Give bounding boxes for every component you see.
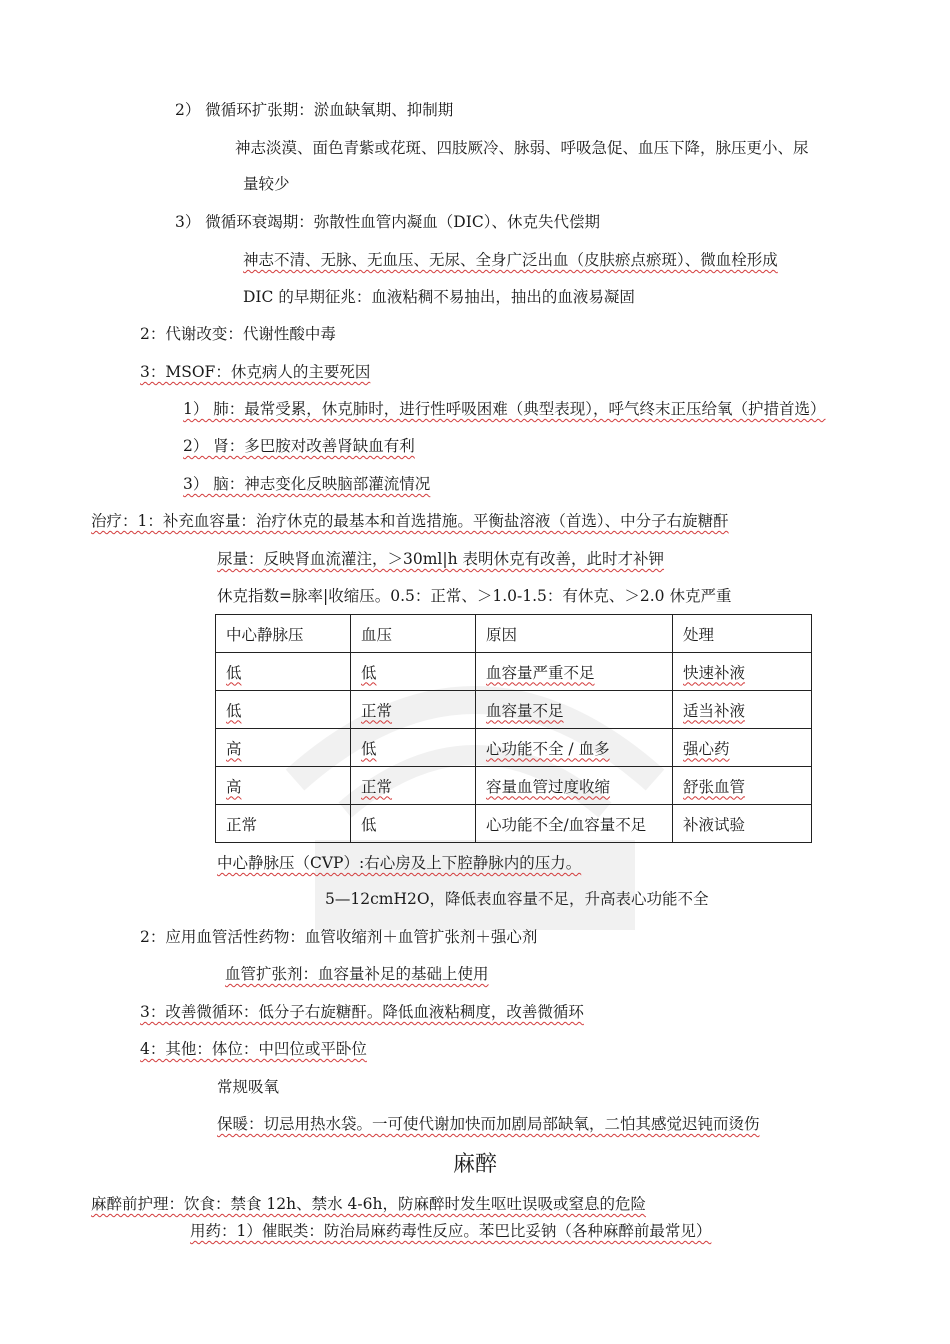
- header-treatment: 处理: [673, 615, 812, 653]
- urine-output: 尿量：反映肾血流灌注，＞30ml|h 表明休克有改善，此时才补钾: [217, 550, 665, 568]
- cell-bp: 低: [351, 653, 476, 691]
- cell-treatment: 快速补液: [673, 653, 812, 691]
- msof-lung: 1） 肺：最常受累，休克肺时，进行性呼吸困难（典型表现），呼气终末正压给氧（护措首选）: [183, 400, 826, 418]
- table-row: [216, 767, 812, 805]
- cell-treatment: 补液试验: [673, 805, 812, 843]
- metabolic-change: 2：代谢改变：代谢性酸中毒: [140, 325, 336, 343]
- cell-cvp: 正常: [216, 805, 351, 843]
- cell-cvp: 高: [216, 767, 351, 805]
- cvp-range: 5—12cmH2O，降低表血容量不足，升高表心功能不全: [325, 890, 709, 908]
- stage2-desc-line1: 神志淡漠、面色青紫或花斑、四肢厥冷、脉弱、呼吸急促、血压下降，脉压更小、尿: [235, 139, 809, 157]
- header-cause: 原因: [476, 615, 673, 653]
- treatment-4: 4：其他：体位：中凹位或平卧位: [140, 1040, 367, 1058]
- table-row: [216, 805, 812, 843]
- dic-early-sign: [243, 286, 635, 308]
- keep-warm: 保暖：切忌用热水袋。一可使代谢加快而加剧局部缺氧，二怕其感觉迟钝而烫伤: [217, 1115, 760, 1133]
- cell-cause: 容量血管过度收缩: [476, 767, 673, 805]
- msof-kidney: 2） 肾：多巴胺对改善肾缺血有利: [183, 437, 415, 455]
- treatment-3: 3：改善微循环：低分子右旋糖酐。降低血液粘稠度，改善微循环: [140, 1003, 584, 1021]
- section-heading-anesthesia: 麻醉: [452, 1152, 497, 1177]
- stage2-title: 2） 微循环扩张期：淤血缺氧期、抑制期: [175, 101, 454, 119]
- cell-treatment: 强心药: [673, 729, 812, 767]
- header-cvp: 中心静脉压: [216, 615, 351, 653]
- cell-cvp: 高: [216, 729, 351, 767]
- cvp-table: [215, 614, 812, 843]
- table-row: [216, 653, 812, 691]
- vasodilator-note: 血管扩张剂：血容量补足的基础上使用: [225, 965, 489, 983]
- shock-index: 休克指数=脉率|收缩压。0.5：正常、＞1.0-1.5：有休克、＞2.0 休克严重: [217, 587, 732, 605]
- cell-bp: 正常: [351, 767, 476, 805]
- msof-brain: 3） 脑：神志变化反映脑部灌流情况: [183, 475, 431, 493]
- cell-cause: 血容量不足: [476, 691, 673, 729]
- stage3-desc: 神志不清、无脉、无血压、无尿、全身广泛出血（皮肤瘀点瘀斑）、微血栓形成: [243, 251, 778, 269]
- stage3-title: 3） 微循环衰竭期：弥散性血管内凝血（DIC）、休克失代偿期: [175, 213, 600, 231]
- cell-bp: 低: [351, 805, 476, 843]
- dic-early-sign-text: DIC 的早期征兆：血液粘稠不易抽出，抽出的血液易凝固: [243, 288, 635, 306]
- cell-cause: 血容量严重不足: [476, 653, 673, 691]
- cell-cause: 心功能不全 / 血多: [476, 729, 673, 767]
- cell-cause: 心功能不全/血容量不足: [476, 805, 673, 843]
- msof-title: 3：MSOF：休克病人的主要死因: [140, 363, 371, 381]
- pre-anesthesia-care: 麻醉前护理：饮食：禁食 12h、禁水 4-6h，防麻醉时发生呕吐误吸或窒息的危险: [91, 1195, 647, 1213]
- cell-bp: 低: [351, 729, 476, 767]
- cell-bp: 正常: [351, 691, 476, 729]
- cell-cvp: 低: [216, 653, 351, 691]
- table-row: [216, 729, 812, 767]
- cell-treatment: 适当补液: [673, 691, 812, 729]
- cell-treatment: 舒张血管: [673, 767, 812, 805]
- header-bp: 血压: [351, 615, 476, 653]
- stage2-desc-line2: 量较少: [243, 175, 290, 193]
- cvp-definition: 中心静脉压（CVP）:右心房及上下腔静脉内的压力。: [217, 854, 582, 872]
- table-row: [216, 691, 812, 729]
- oxygen: 常规吸氧: [217, 1078, 280, 1096]
- treatment-1: 治疗：1：补充血容量：治疗休克的最基本和首选措施。平衡盐溶液（首选）、中分子右旋糖酐: [91, 512, 729, 530]
- table-header-row: [216, 615, 812, 653]
- treatment-2: 2：应用血管活性药物：血管收缩剂＋血管扩张剂＋强心剂: [140, 928, 538, 946]
- medication: 用药：1）催眠类：防治局麻药毒性反应。苯巴比妥钠（各种麻醉前最常见）: [190, 1222, 712, 1240]
- cell-cvp: 低: [216, 691, 351, 729]
